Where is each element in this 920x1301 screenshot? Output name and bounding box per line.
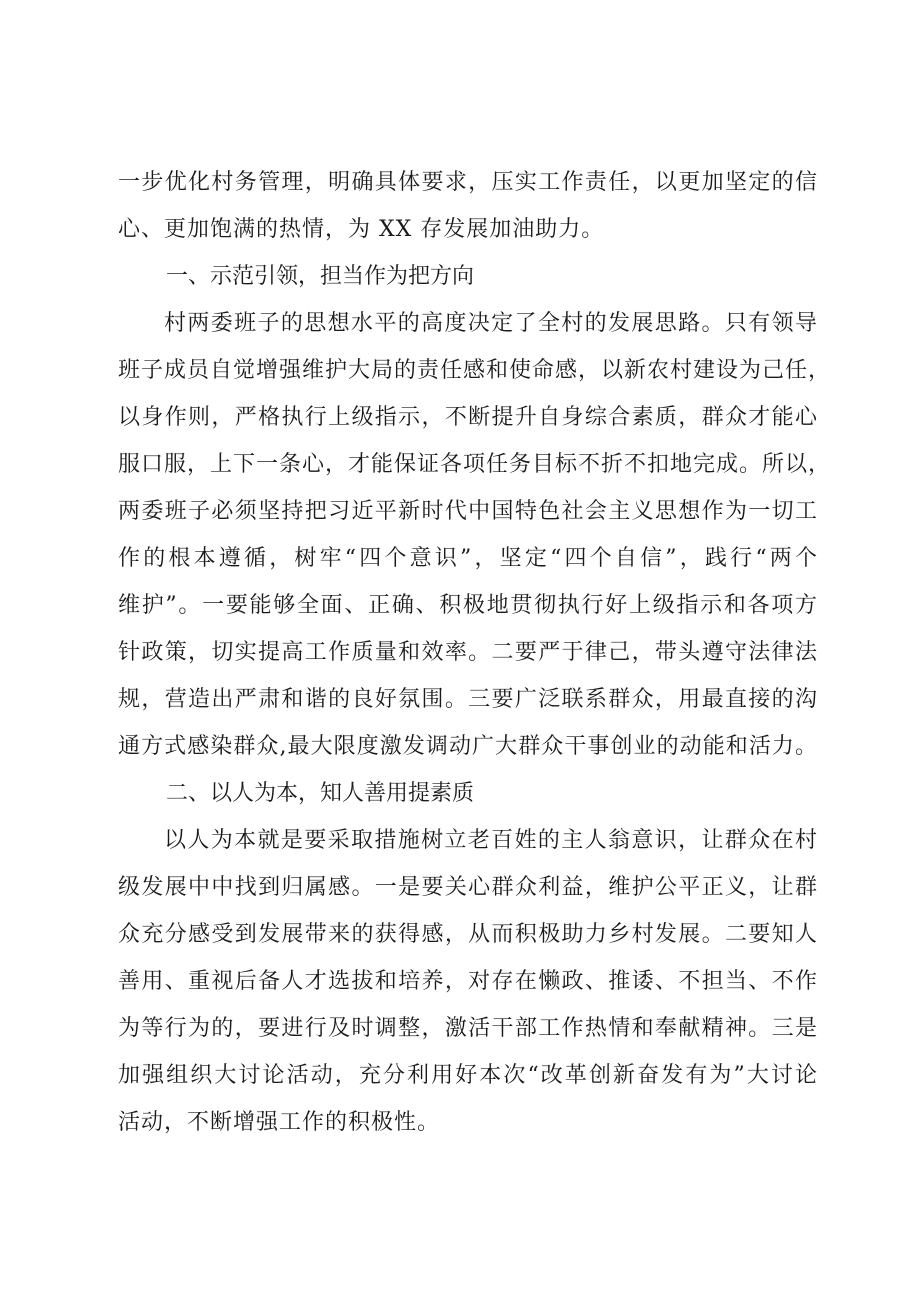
intro-paragraph xyxy=(118,159,818,253)
text-line: 心、更加饱满的热情，为 XX 存发展加油助力。 xyxy=(118,217,605,242)
text-line: 加强组织大讨论活动，充分利用好本次“改革创新奋发有为”大讨论 xyxy=(118,1063,818,1088)
text-line: 一步优化村务管理，明确具体要求，压实工作责任，以更加坚定的信 xyxy=(118,170,818,195)
text-line: 善用、重视后备人才选拔和培养，对存在懒政、推诿、不担当、不作 xyxy=(118,969,818,994)
section-heading-2: 二、以人为本，知人善用提素质 xyxy=(166,781,475,806)
text-line: 以身作则，严格执行上级指示，不断提升自身综合素质，群众才能心 xyxy=(118,405,818,430)
section-1-paragraph xyxy=(118,300,832,770)
text-line: 通方式感染群众,最大限度激发调动广大群众干事创业的动能和活力。 xyxy=(118,734,818,759)
text-line: 规，营造出严肃和谐的良好氛围。三要广泛联系群众，用最直接的沟 xyxy=(118,687,818,712)
text-line: 村两委班子的思想水平的高度决定了全村的发展思路。只有领导 xyxy=(164,311,818,336)
text-line: 针政策，切实提高工作质量和效率。二要严于律己，带头遵守法律法 xyxy=(118,640,818,665)
text-line: 服口服，上下一条心，才能保证各项任务目标不折不扣地完成。所以， xyxy=(118,452,832,477)
text-line: 众充分感受到发展带来的获得感，从而积极助力乡村发展。二要知人 xyxy=(118,922,818,947)
text-line: 以人为本就是要采取措施树立老百姓的主人翁意识，让群众在村 xyxy=(164,828,818,853)
section-2-paragraph xyxy=(118,817,818,1146)
text-line: 活动，不断增强工作的积极性。 xyxy=(118,1110,441,1135)
text-line: 级发展中中找到归属感。一是要关心群众利益，维护公平正义，让群 xyxy=(118,875,818,900)
text-line: 两委班子必须坚持把习近平新时代中国特色社会主义思想作为一切工 xyxy=(118,499,818,524)
text-line: 维护”。一要能够全面、正确、积极地贯彻执行好上级指示和各项方 xyxy=(118,593,818,618)
text-line: 作的根本遵循，树牢“四个意识”，坚定“四个自信”，践行“两个 xyxy=(118,546,818,571)
section-heading-1: 一、示范引领，担当作为把方向 xyxy=(166,264,475,289)
text-line: 班子成员自觉增强维护大局的责任感和使命感，以新农村建设为己任， xyxy=(118,358,832,383)
text-line: 为等行为的，要进行及时调整，激活干部工作热情和奉献精神。三是 xyxy=(118,1016,818,1041)
